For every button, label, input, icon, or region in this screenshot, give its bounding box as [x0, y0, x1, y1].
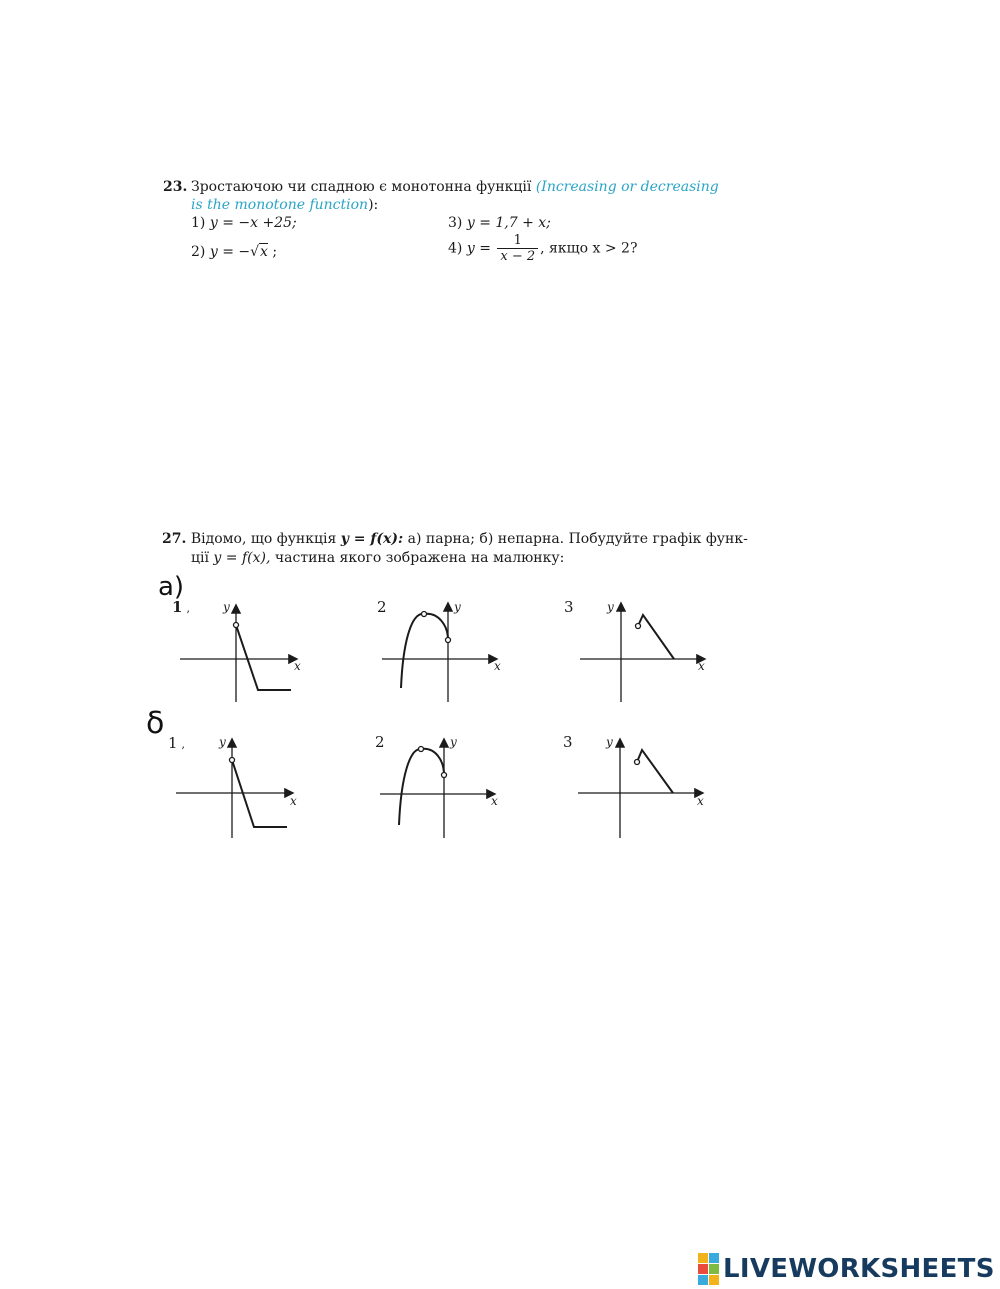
- graph-a3: [580, 604, 704, 702]
- panel-a3-label: 3: [564, 598, 574, 616]
- problem-27-line1a: Відомо, що функція: [190, 531, 337, 547]
- item-4-prefix: y =: [466, 240, 491, 257]
- graph-b1-y-label: y: [219, 735, 226, 749]
- graph-b2-x-label: x: [491, 794, 498, 808]
- item-2-prefix: y = −: [209, 244, 251, 260]
- problem-23-intro: Зростаючою чи спадною є монотонна функції: [191, 179, 532, 195]
- graph-b1: [176, 740, 292, 838]
- graph-a2-x-label: x: [494, 659, 501, 673]
- graph-a1-x-label: x: [294, 659, 301, 673]
- graph-a1-y-label: y: [223, 600, 230, 614]
- problem-27-line1b: а) парна; б) непарна. Побудуйте графік функ-: [407, 531, 748, 547]
- handwritten-b: δ: [146, 706, 165, 741]
- item-2-label: 2): [191, 244, 206, 260]
- panel-a2-label: 2: [377, 598, 387, 616]
- panel-b1-label: 1 ,: [168, 734, 186, 752]
- panel-b3-label: 3: [563, 733, 573, 751]
- graph-b2-curve: [399, 749, 444, 825]
- item-2: 2) y = −√x ;: [191, 244, 278, 260]
- graph-a1-curve: [236, 625, 291, 690]
- graph-a1-open-point: [234, 623, 239, 628]
- graph-b3-curve: [637, 750, 673, 793]
- graph-b2-open-point: [442, 773, 447, 778]
- graph-b2-max-point: [419, 747, 424, 752]
- graph-a3-open-point: [636, 624, 641, 629]
- problem-23-number: 23.: [163, 179, 188, 195]
- problem-27-number: 27.: [162, 531, 187, 547]
- graph-b3-open-point: [635, 760, 640, 765]
- item-3-formula: y = 1,7 + x;: [466, 215, 551, 231]
- graph-b2: [380, 740, 494, 838]
- problem-23-english: Increasing or decreasing is the monotone function: [191, 179, 719, 213]
- graph-b3-y-label: y: [606, 735, 613, 749]
- problem-27-line2a: ції: [191, 550, 209, 566]
- graph-a2: [382, 604, 496, 702]
- graph-a2-curve: [401, 614, 448, 688]
- brand-name: LIVEWORKSHEETS: [723, 1254, 995, 1284]
- english-open: (: [535, 179, 542, 195]
- graph-a2-open-point: [446, 638, 451, 643]
- item-1-formula: y = −x +25;: [209, 215, 297, 231]
- graph-b3: [578, 740, 702, 838]
- graph-a2-max-point: [422, 612, 427, 617]
- handwritten-a: a): [158, 572, 185, 602]
- brand-logo[interactable]: [698, 1253, 995, 1285]
- english-close: ):: [368, 197, 379, 213]
- item-4-label: 4): [448, 240, 463, 257]
- problem-27-line2b: частина якого зображена на малюнку:: [274, 550, 565, 566]
- graph-a3-y-label: y: [607, 600, 614, 614]
- panel-a1-label: 1 ,: [172, 598, 190, 616]
- panel-b2-label: 2: [375, 733, 385, 751]
- graph-a3-x-label: x: [698, 659, 705, 673]
- graph-a3-curve: [638, 615, 674, 659]
- graph-b1-x-label: x: [290, 794, 297, 808]
- item-3-label: 3): [448, 215, 463, 231]
- graph-b2-y-label: y: [450, 735, 457, 749]
- problem-27-func: y = f(x):: [340, 531, 404, 547]
- item-2-suffix: ;: [267, 244, 278, 260]
- graph-a1: [180, 606, 296, 702]
- graph-b1-open-point: [230, 758, 235, 763]
- item-4-denominator: x − 2: [500, 249, 536, 264]
- problem-27-func2: y = f(x),: [213, 550, 271, 566]
- graph-a2-y-label: y: [454, 600, 461, 614]
- item-4-suffix: , якщо x > 2?: [540, 240, 638, 257]
- item-4-numerator: 1: [497, 233, 538, 249]
- graph-b3-x-label: x: [697, 794, 704, 808]
- brand-logo-icon: [698, 1253, 719, 1285]
- item-2-radicand: x: [260, 244, 268, 260]
- item-1-label: 1): [191, 215, 206, 231]
